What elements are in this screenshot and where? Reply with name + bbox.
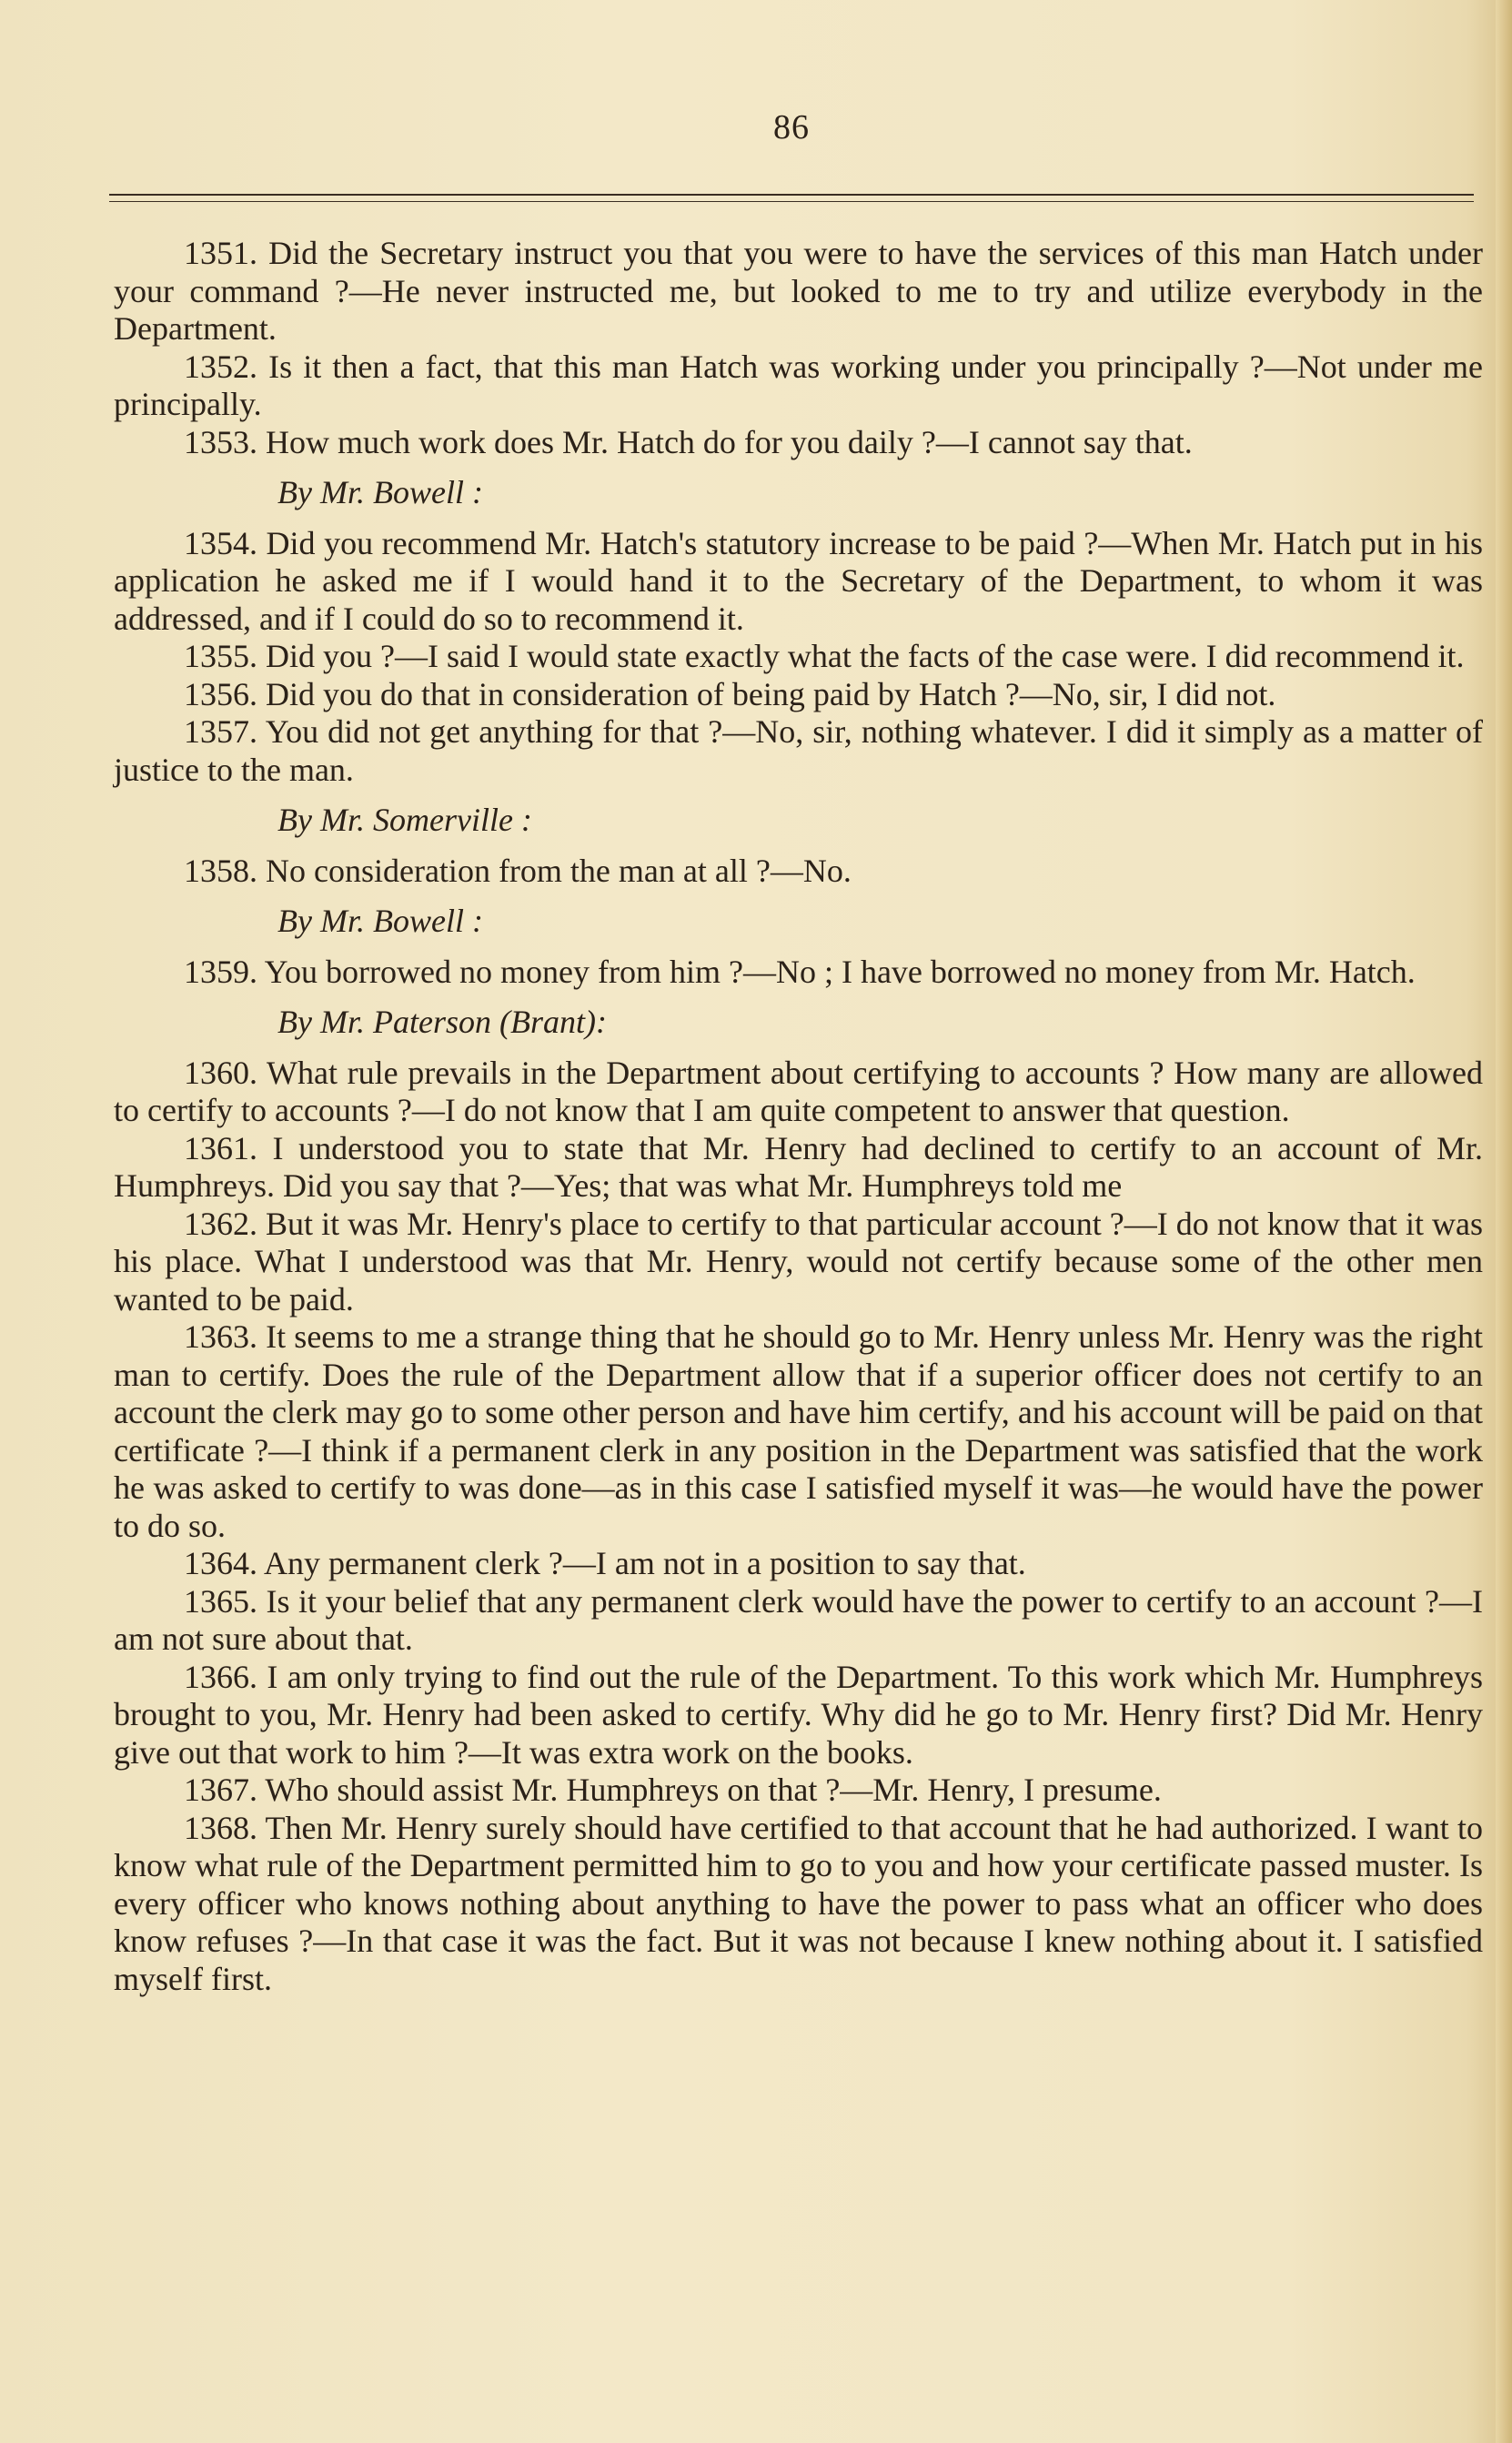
header-rule <box>109 194 1474 196</box>
testimony-paragraph: 1352. Is it then a fact, that this man Hatch was working under you principally ?—Not under me principally. <box>114 348 1483 422</box>
testimony-paragraph: 1354. Did you recommend Mr. Hatch's statutory increase to be paid ?—When Mr. Hatch put in his application he asked me if I would hand it to the Secretary of the Department, to whom it was addressed, and if I could do so to recommend it. <box>114 524 1483 637</box>
testimony-paragraph: 1364. Any permanent clerk ?—I am not in a position to say that. <box>184 1545 1026 1581</box>
testimony-paragraph: 1368. Then Mr. Henry surely should have certified to that account that he had authorized. I want to know what rule of the Department permitted him to go to you and how your certificate passed muster. Is every officer who knows nothing about anything to have the power to pass what an officer who does know refuses ?—In that case it was the fact. But it was not because I knew nothing about it. I satisfied myself first. <box>114 1809 1483 1997</box>
examiner-heading: By Mr. Bowell : <box>277 474 483 510</box>
testimony-paragraph: 1363. It seems to me a strange thing that he should go to Mr. Henry unless Mr. Henry was the right man to certify. Does the rule of the Department allow that if a superior officer does not certify to an account the clerk may go to some other person and have him certify, and his account will be paid on that certificate ?—I think if a permanent clerk in any position in the Department was satisfied that the work he was asked to certify to was done—as in this case I satisfied myself it was—he would have the power to do so. <box>114 1318 1483 1544</box>
testimony-paragraph: 1365. Is it your belief that any permanent clerk would have the power to certify to an account ?—I am not sure about that. <box>114 1582 1483 1657</box>
examiner-heading: By Mr. Paterson (Brant): <box>277 1004 607 1040</box>
testimony-paragraph: 1357. You did not get anything for that ?—No, sir, nothing whatever. I did it simply as a matter of justice to the man. <box>114 713 1483 788</box>
page-number: 86 <box>773 108 810 146</box>
testimony-paragraph: 1366. I am only trying to find out the rule of the Department. To this work which Mr. Humphreys brought to you, Mr. Henry had been asked to certify. Why did he go to Mr. Henry first? Did Mr. Henry give out that work to him ?—It was extra work on the books. <box>114 1658 1483 1771</box>
testimony-body <box>114 235 1483 1998</box>
testimony-paragraph: 1351. Did the Secretary instruct you that you were to have the services of this man Hatch under your command ?—He never instructed me, but looked to me to try and utilize everybody in the Department. <box>114 235 1483 347</box>
testimony-paragraph: 1356. Did you do that in consideration of being paid by Hatch ?—No, sir, I did not. <box>184 675 1276 712</box>
page-edge <box>1496 0 1512 2443</box>
testimony-paragraph: 1358. No consideration from the man at all ?—No. <box>184 852 852 889</box>
testimony-paragraph: 1367. Who should assist Mr. Humphreys on that ?—Mr. Henry, I presume. <box>184 1772 1162 1808</box>
testimony-paragraph: 1353. How much work does Mr. Hatch do for you daily ?—I cannot say that. <box>184 423 1193 460</box>
testimony-paragraph: 1362. But it was Mr. Henry's place to certify to that particular account ?—I do not know that it was his place. What I understood was that Mr. Henry, would not certify because some of the other men wanted to be paid. <box>114 1205 1483 1317</box>
testimony-paragraph: 1355. Did you ?—I said I would state exactly what the facts of the case were. I did recommend it. <box>184 638 1465 674</box>
examiner-heading: By Mr. Somerville : <box>277 802 532 838</box>
testimony-paragraph: 1360. What rule prevails in the Department about certifying to accounts ? How many are allowed to certify to accounts ?—I do not know that I am quite competent to answer that question. <box>114 1054 1483 1128</box>
examiner-heading: By Mr. Bowell : <box>277 903 483 939</box>
header-rule-thin <box>109 201 1474 202</box>
testimony-paragraph: 1359. You borrowed no money from him ?—No ; I have borrowed no money from Mr. Hatch. <box>184 953 1416 990</box>
testimony-paragraph: 1361. I understood you to state that Mr. Henry had declined to certify to an account of Mr. Humphreys. Did you say that ?—Yes; that was what Mr. Humphreys told me <box>114 1129 1483 1204</box>
